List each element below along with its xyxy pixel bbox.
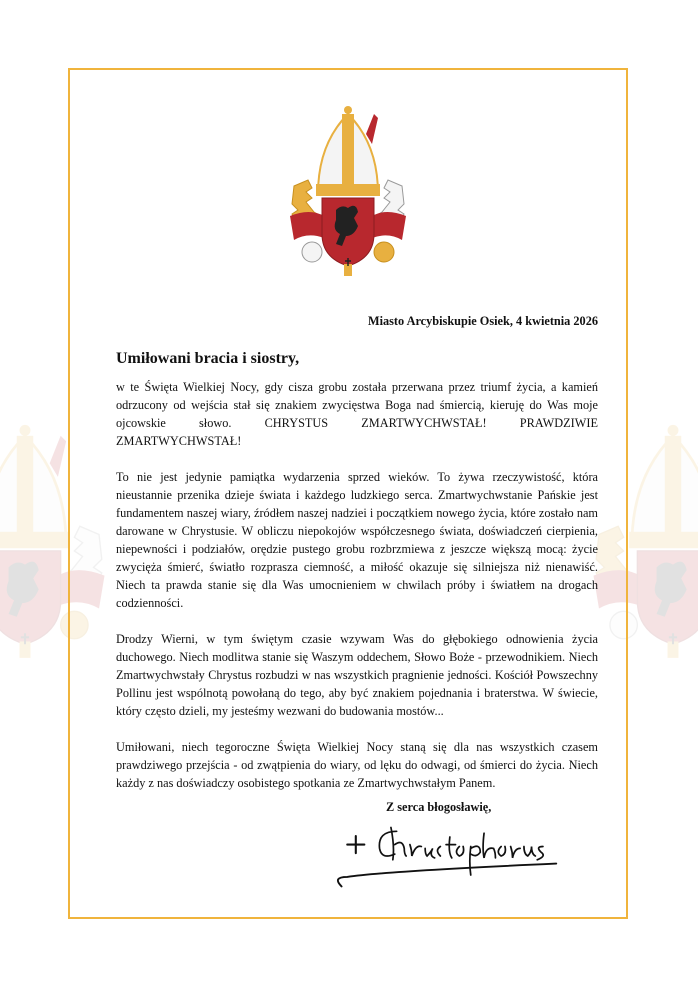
paragraph: w te Święta Wielkiej Nocy, gdy cisza grobu została przerwana przez triumf życia, a kamień odrzucony od wejścia stał się znakiem zwycięstwa Boga nad śmiercią, kieruję do Was moje ojcowskie słowo. CHRYSTUS ZMARTWYCHWSTAŁ! PRAWDZIWIE ZMARTWYCHWSTAŁ! [116,380,598,448]
paragraph: To nie jest jedynie pamiątka wydarzenia sprzed wieków. To żywa rzeczywistość, która nieustannie przenika dzieje świata i każdego ludzkiego serca. Zmartwychwstanie Pańskie jest fundamentem naszej wiary, źródłem naszej nadziei i początkiem nowego życia, które zostało nam darowane w Chrystusie. W obliczu niepokojów współczesnego świata, doświadczeń cierpienia, niepewności i podziałów, orędzie pustego grobu rozbrzmiewa z jeszcze większą mocą: życie zwycięża śmierć, światło rozprasza ciemność, a miłość okazuje się silniejsza niż nienawiść. Niech ta prawda stanie się dla Was umocnieniem w chwilach próby i światłem na drogach codzienności. [116,470,598,610]
paragraph: Drodzy Wierni, w tym świętym czasie wzywam Was do głębokiego odnowienia życia duchowego. Niech modlitwa stanie się Waszym oddechem, Słowo Boże - przewodnikiem. Niech Zmartwychwstały Chrystus rozbudzi w nas wszystkich pragnienie jedności. Kościół Powszechny Pollinu jest wspólnotą powołaną do tego, aby być znakiem pojednania i braterstwa. W świecie, który często dzieli, my jesteśmy wezwani do budowania mostów... [116,632,598,718]
paragraph: Umiłowani, niech tegoroczne Święta Wielkiej Nocy staną się dla nas wszystkich czasem prawdziwego przejścia - od zwątpienia do wiary, od lęku do odwagi, od śmierci do życia. Niech każdy z nas doświadczy osobistego spotkania ze Zmartwychwstałym Panem. [116,740,598,790]
letter-body [116,378,598,792]
coat-of-arms-icon [286,104,410,276]
place-and-date: Miasto Arcybiskupie Osiek, 4 kwietnia 2026 [367,314,598,328]
letter [116,312,598,894]
closing: Z serca błogosławię, [386,800,492,814]
handwritten-signature [322,818,572,894]
greeting: Umiłowani bracia i siostry, [116,350,300,367]
